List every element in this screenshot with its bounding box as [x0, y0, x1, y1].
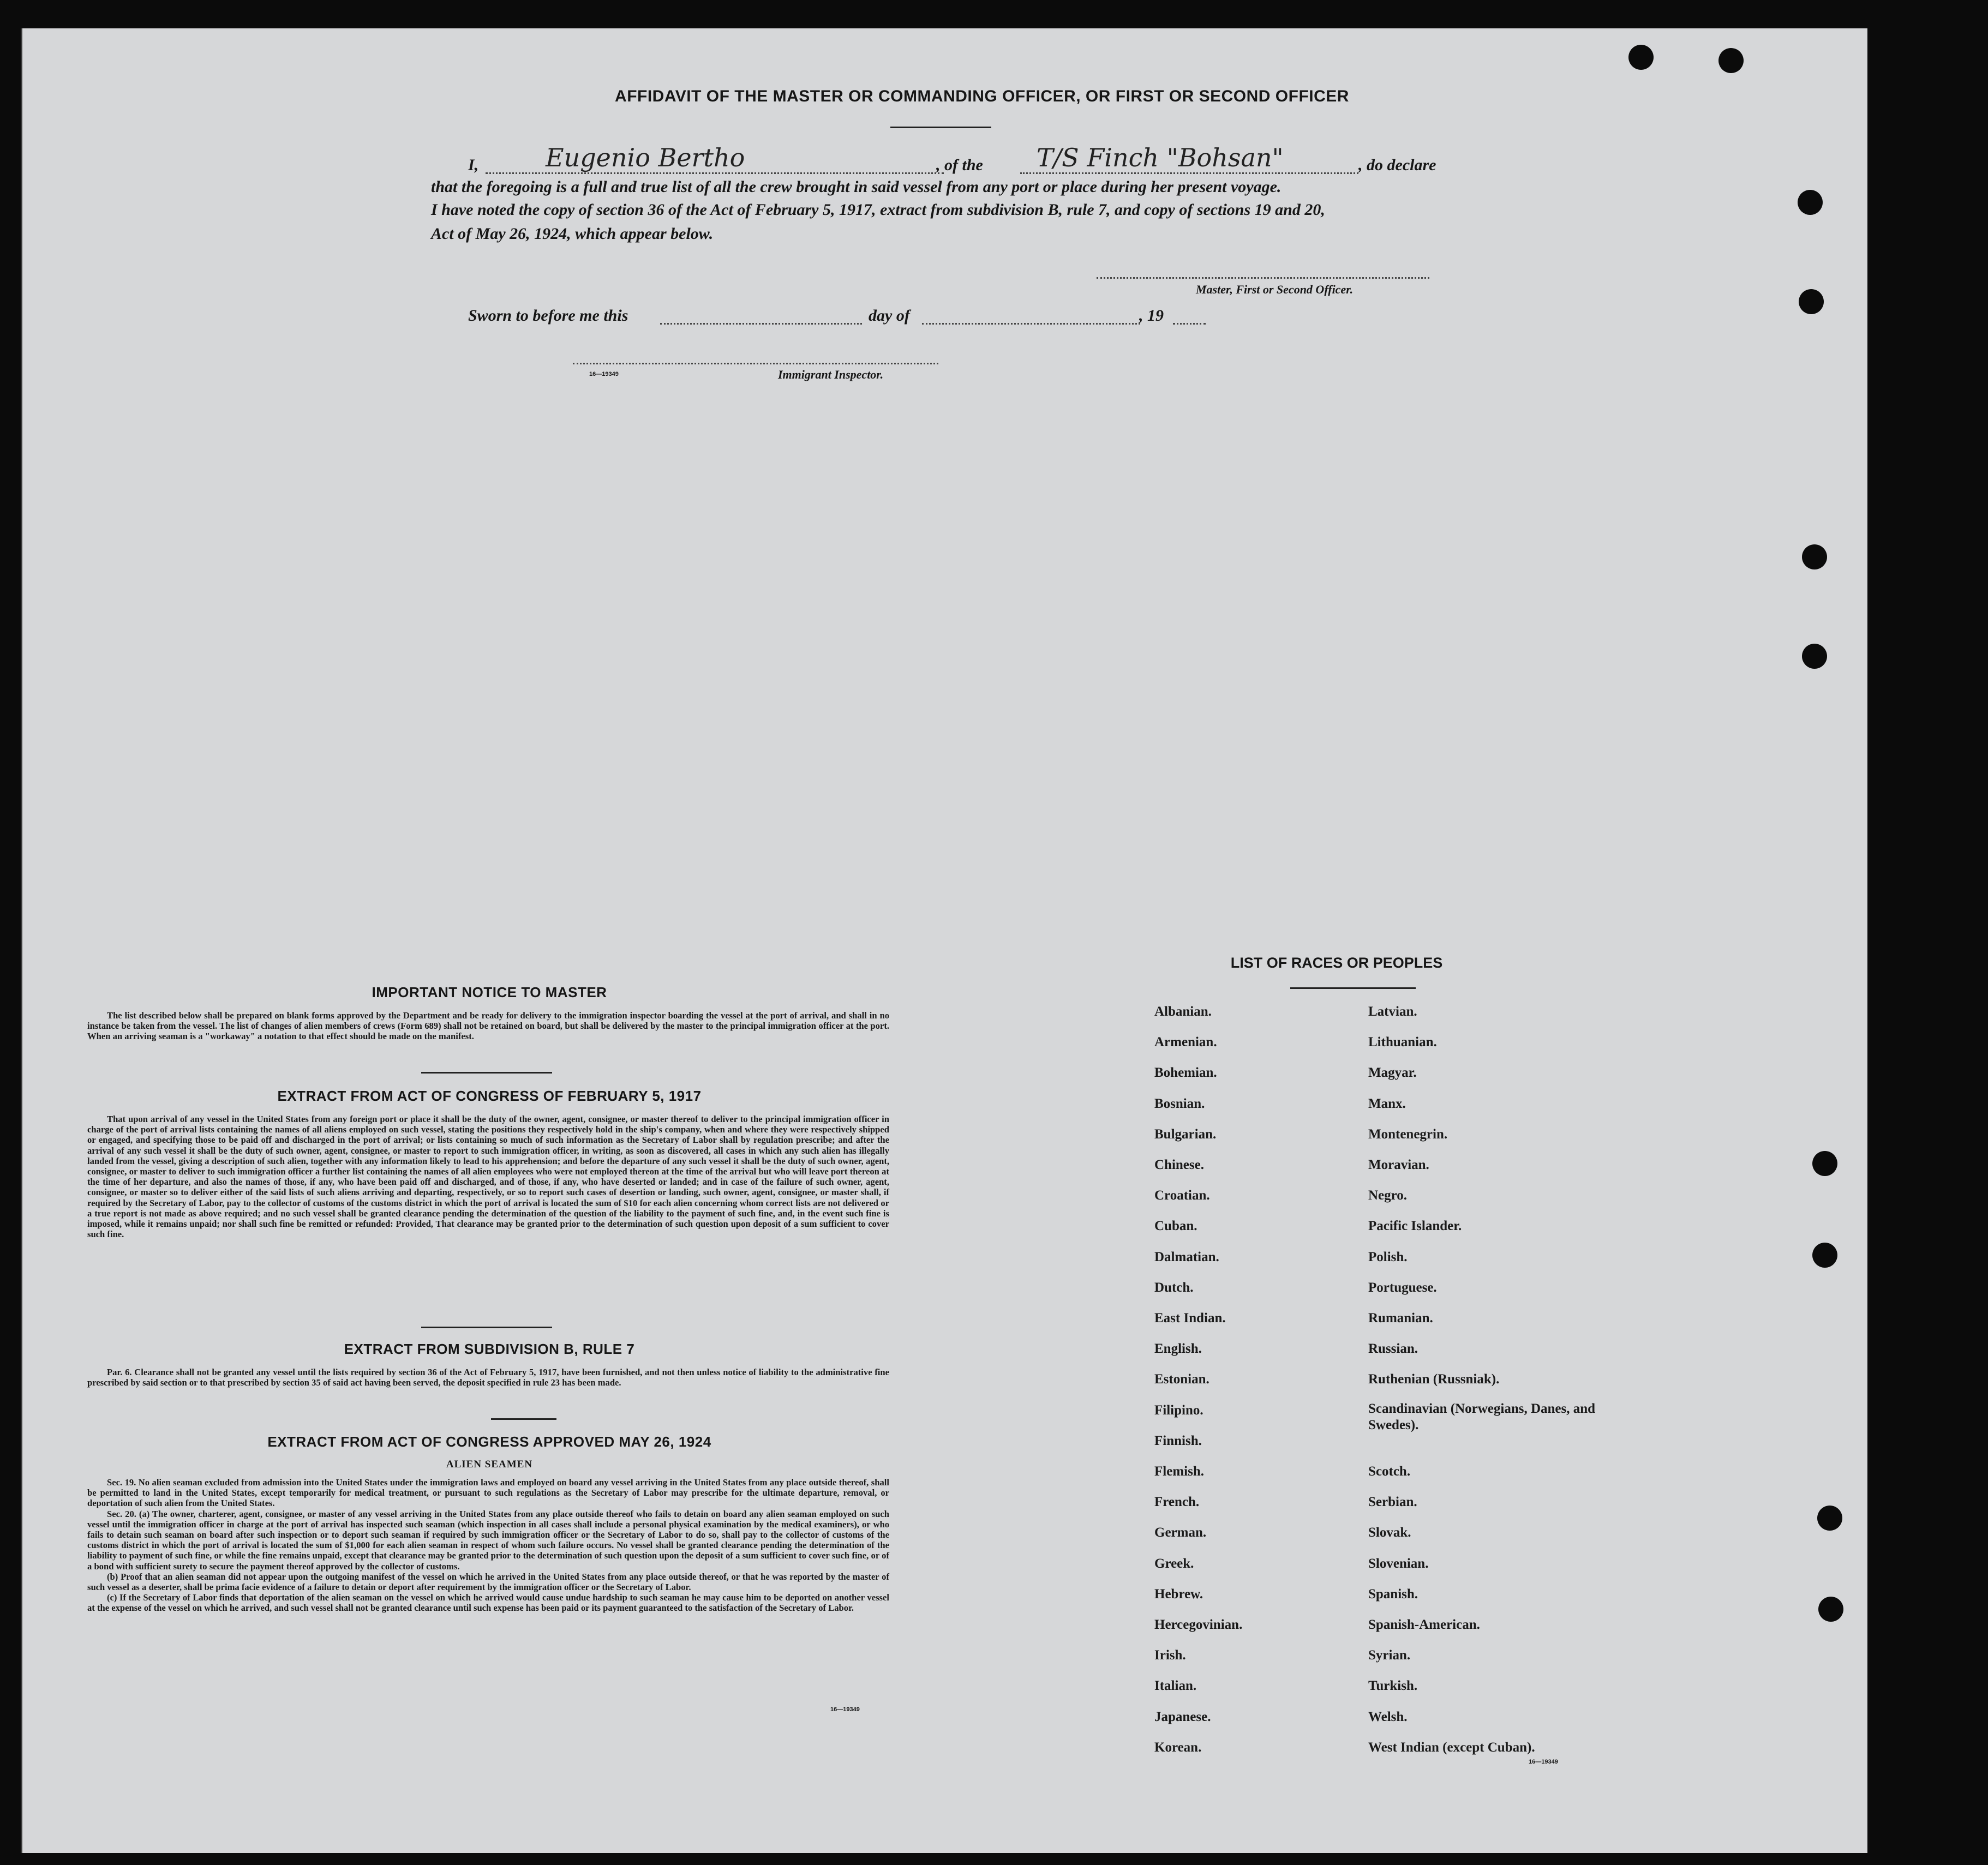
affidavit-line2: that the foregoing is a full and true list of all the crew brought in said vessel from any port or place during her present voyage. — [431, 178, 1282, 196]
race-item-left: English. — [1154, 1341, 1202, 1356]
affidavit-form-number: 16—19349 — [589, 371, 619, 377]
affidavit-do-declare: , do declare — [1358, 156, 1436, 174]
race-item-right: Welsh. — [1368, 1710, 1408, 1724]
handwritten-master-name: Eugenio Bertho — [546, 143, 745, 172]
race-item-right: Serbian. — [1368, 1495, 1417, 1509]
race-item-right: West Indian (except Cuban). — [1368, 1740, 1535, 1755]
race-item-left: Korean. — [1154, 1740, 1202, 1755]
race-item-right: Negro. — [1368, 1188, 1408, 1203]
rule7-paragraph: Par. 6. Clearance shall not be granted any vessel until the lists required by section 36 of the Act of February 5, 1917, have been furnished, and not then unless notice of liability to the administrative fine prescribed by said section or to that prescribed by section 35 of said act having been served, the deposit specified in rule 23 has been made. — [87, 1367, 889, 1388]
race-item-right: Turkish. — [1368, 1678, 1418, 1693]
vessel-blank — [1020, 172, 1358, 174]
race-item-right: Latvian. — [1368, 1004, 1417, 1019]
sworn-day-of: day of — [869, 307, 910, 325]
punch-hole — [1818, 1597, 1843, 1622]
punch-hole — [1812, 1243, 1837, 1268]
race-item-left: Irish. — [1154, 1648, 1186, 1663]
race-item-left: Bohemian. — [1154, 1065, 1217, 1080]
punch-hole — [1812, 1151, 1837, 1176]
race-item-right: Polish. — [1368, 1250, 1408, 1264]
race-item-right: Scotch. — [1368, 1464, 1411, 1479]
race-item-left: Armenian. — [1154, 1035, 1217, 1050]
divider — [491, 1418, 556, 1420]
extract-1924-title: EXTRACT FROM ACT OF CONGRESS APPROVED MAY 26, 1924 — [267, 1434, 711, 1450]
notice-title: IMPORTANT NOTICE TO MASTER — [372, 984, 607, 1000]
race-item-left: Hercegovinian. — [1154, 1617, 1243, 1632]
sworn-day-blank — [660, 323, 862, 325]
race-item-right: Russian. — [1368, 1341, 1418, 1356]
rule7-text — [87, 1367, 889, 1388]
race-item-right: Pacific Islander. — [1368, 1219, 1462, 1233]
race-item-left: Cuban. — [1154, 1219, 1197, 1233]
race-item-left: Dutch. — [1154, 1280, 1194, 1295]
race-item-left: Croatian. — [1154, 1188, 1210, 1203]
punch-hole — [1628, 45, 1654, 70]
race-item-right: Manx. — [1368, 1096, 1406, 1111]
divider — [890, 127, 991, 128]
race-item-left: German. — [1154, 1525, 1207, 1540]
race-item-left: Greek. — [1154, 1556, 1194, 1571]
race-item-left: French. — [1154, 1495, 1200, 1509]
race-item-right: Lithuanian. — [1368, 1035, 1437, 1050]
sec20a-paragraph: Sec. 20. (a) The owner, charterer, agent, consignee, or master of any vessel arriving in the United States from any place outside thereof who fails to detain on board any alien seaman employed on such vessel until the immigration officer in charge at the port of arrival has inspected such seaman (which inspection in all cases shall include a personal physical examination by the medical examiners), or who fails to detain such seaman on board after such inspection or to deport such seaman if required by such immigration officer or the Secretary of Labor to do so, shall pay to the collector of customs of the customs district in which the port of arrival is located the sum of $1,000 for each alien seaman in respect of whom such failure occurs. No vessel shall be granted clearance pending the determination of the liability to payment of such fine, or while the fine remains unpaid, except that clearance may be granted prior to the determination of such question upon the deposit of a sum sufficient to cover such fine, or of a bond with sufficient surety to secure the payment thereof approved by the collector of customs. — [87, 1508, 889, 1572]
master-signature-label: Master, First or Second Officer. — [1196, 283, 1354, 296]
race-item-left: Bosnian. — [1154, 1096, 1205, 1111]
divider — [1290, 987, 1416, 989]
race-item-left: Finnish. — [1154, 1434, 1202, 1448]
sworn-prefix: Sworn to before me this — [468, 307, 628, 325]
extract-form-number: 16—19349 — [830, 1706, 860, 1713]
race-item-left: Filipino. — [1154, 1403, 1203, 1418]
race-item-right: Moravian. — [1368, 1158, 1429, 1172]
race-item-left: East Indian. — [1154, 1311, 1226, 1326]
notice-paragraph: The list described below shall be prepared on blank forms approved by the Department and be ready for delivery to the immigration inspector boarding the vessel at the port of arrival, and shall in no instance be taken from the vessel. The list of changes of alien members of crews (Form 689) shall not be retained on board, but shall be delivered by the master to the principal immigration officer at the port. When an arriving seaman is a "workaway" a notation to that effect should be made on the manifest. — [87, 1010, 889, 1042]
race-item-right: Slovenian. — [1368, 1556, 1429, 1571]
race-item-left: Flemish. — [1154, 1464, 1204, 1479]
race-item-right: Spanish. — [1368, 1587, 1418, 1602]
race-item-right: Portuguese. — [1368, 1280, 1437, 1295]
handwritten-vessel-name: T/S Finch "Bohsan" — [1037, 143, 1284, 172]
affidavit-line1-prefix: I, — [468, 156, 479, 174]
sec20b-paragraph: (b) Proof that an alien seaman did not appear upon the outgoing manifest of the vessel on which he arrived in the United States from any place outside thereof, or that he was reported by the master of such vessel as a deserter, shall be prima facie evidence of a failure to detain or deport after requirement by the immigration officer or the Secretary of Labor. — [87, 1571, 889, 1593]
extract-1917-text — [87, 1114, 889, 1239]
notice-text — [87, 1010, 889, 1042]
races-form-number: 16—19349 — [1529, 1759, 1558, 1765]
race-item-left: Bulgarian. — [1154, 1127, 1217, 1142]
extract-1917-title: EXTRACT FROM ACT OF CONGRESS OF FEBRUARY 5, 1917 — [277, 1088, 702, 1104]
affidavit-title: AFFIDAVIT OF THE MASTER OR COMMANDING OFFICER, OR FIRST OR SECOND OFFICER — [615, 87, 1349, 105]
race-item-left: Dalmatian. — [1154, 1250, 1219, 1264]
race-item-right: Ruthenian (Russniak). — [1368, 1372, 1500, 1387]
affidavit-of-the: , of the — [936, 156, 983, 174]
race-item-left: Estonian. — [1154, 1372, 1209, 1387]
inspector-signature-line — [573, 363, 938, 364]
affidavit-line4: Act of May 26, 1924, which appear below. — [431, 225, 714, 243]
punch-hole — [1799, 289, 1824, 314]
race-item-left: Hebrew. — [1154, 1587, 1203, 1602]
race-item-right: Slovak. — [1368, 1525, 1411, 1540]
divider — [421, 1327, 552, 1328]
master-signature-line — [1097, 277, 1429, 279]
race-item-right: Magyar. — [1368, 1065, 1417, 1080]
race-item-left: Chinese. — [1154, 1158, 1204, 1172]
punch-hole — [1718, 48, 1744, 73]
sworn-year-blank — [1173, 323, 1206, 325]
affidavit-line3: I have noted the copy of section 36 of the Act of February 5, 1917, extract from subdivision B, rule 7, and copy of sections 19 and 20, — [431, 201, 1325, 219]
race-item-left: Italian. — [1154, 1678, 1197, 1693]
punch-hole — [1802, 644, 1827, 669]
sec19-paragraph: Sec. 19. No alien seaman excluded from admission into the United States under the immigration laws and employed on board any vessel arriving in the United States from any place outside thereof, shall be permitted to land in the United States, except temporarily for medical treatment, or pursuant to such regulations as the Secretary of Labor may prescribe for the ultimate departure, removal, or deportation of such alien from the United States. — [87, 1477, 889, 1509]
race-item-left: Japanese. — [1154, 1710, 1211, 1724]
rule7-title: EXTRACT FROM SUBDIVISION B, RULE 7 — [344, 1341, 635, 1357]
divider — [421, 1072, 552, 1074]
punch-hole — [1798, 190, 1823, 215]
race-item-right: Rumanian. — [1368, 1311, 1433, 1326]
race-item-right: Spanish-American. — [1368, 1617, 1480, 1632]
extract-1917-paragraph: That upon arrival of any vessel in the United States from any foreign port or place it shall be the duty of the owner, agent, consignee, or master thereof to deliver to the principal immigration officer in charge of the port of arrival lists containing the names of all aliens employed on such vessel, stating the positions they respectively hold in the ship's company, when and where they were respectively shipped or engaged, and specifying those to be paid off and discharged in the port of arrival; or lists containing so much of such information as the Secretary of Labor shall by regulation prescribe; and after the arrival of any such vessel it shall be the duty of such owner, agent, consignee, or master to report to such immigration officer, in writing, as soon as discovered, all cases in which any such alien has illegally landed from the vessel, giving a description of such alien, together with any information likely to lead to his apprehension; and before the departure of any such vessel it shall be the duty of such owner, agent, consignee, or master to deliver to such immigration officer a further list containing the names of all alien employees who were not employed thereon at the time of the arrival but who will leave port thereon at the time of her departure, and also the names of those, if any, who have been paid off and discharged, and of those, if any, who have deserted or landed; and in case of the failure of such owner, agent, consignee, or master so to deliver either of the said lists of such aliens arriving and departing, respectively, or so to report such cases of desertion or landing, such owner, agent, consignee, or master shall, if required by the Secretary of Labor, pay to the collector of customs of the customs district in which the port of arrival is located the sum of $10 for each alien concerning whom correct lists are not delivered or a true report is not made as above required; and no such vessel shall be granted clearance pending the determination of the question of the liability to the payment of such fine, and, in the event such fine is imposed, while it remains unpaid; nor shall such fine be remitted or refunded: Provided, That clearance may be granted prior to the determination of such question upon deposit of a sum sufficient to cover such fine. — [87, 1114, 889, 1240]
race-item-right: Scandinavian (Norwegians, Danes, and Swedes). — [1368, 1401, 1596, 1432]
punch-hole — [1802, 544, 1827, 569]
race-item-left: Albanian. — [1154, 1004, 1212, 1019]
punch-hole — [1817, 1506, 1842, 1531]
alien-seamen-subtitle: ALIEN SEAMEN — [446, 1459, 533, 1470]
race-item-right: Syrian. — [1368, 1648, 1411, 1663]
name-blank — [486, 172, 944, 174]
extract-1924-text — [87, 1477, 889, 1614]
race-item-right: Montenegrin. — [1368, 1127, 1448, 1142]
sec20c-paragraph: (c) If the Secretary of Labor finds that deportation of the alien seaman on the vessel on which he arrived would cause undue hardship to such seaman he may cause him to be deported on another vessel at the expense of the vessel on which he arrived, and such vessel shall not be granted clearance until such expense has been paid or its payment guaranteed to the satisfaction of the Secretary of Labor. — [87, 1592, 889, 1614]
sworn-month-blank — [922, 323, 1140, 325]
sworn-year-prefix: , 19 — [1139, 307, 1164, 325]
races-title: LIST OF RACES OR PEOPLES — [1230, 955, 1443, 971]
inspector-label: Immigrant Inspector. — [778, 368, 884, 381]
